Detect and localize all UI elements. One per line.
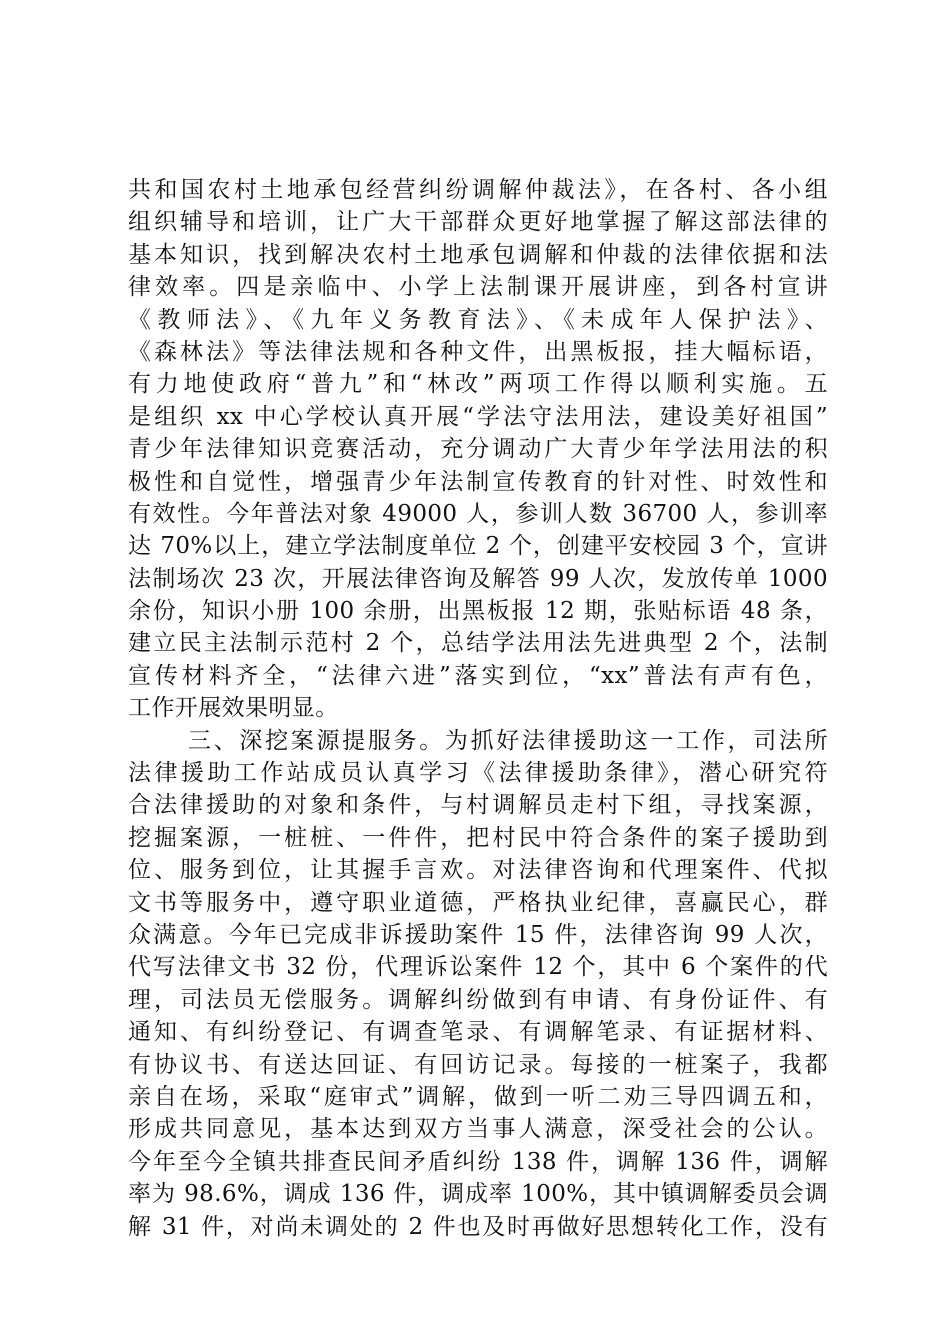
text-line: 律效率。四是亲临中、小学上法制课开展讲座，到各村宣讲 bbox=[128, 274, 828, 301]
text-line: 合法律援助的对象和条件，与村调解员走村下组，寻找案源， bbox=[128, 792, 828, 819]
text-line: 形成共同意见，基本达到双方当事人满意，深受社会的公认。 bbox=[128, 1116, 828, 1143]
text-line: 解 31 件，对尚未调处的 2 件也及时再做好思想转化工作，没有 bbox=[128, 1213, 828, 1240]
text-line: 亲自在场，采取“庭审式”调解，做到一听二劝三导四调五和， bbox=[128, 1083, 828, 1110]
text-line: 宣传材料齐全，“法律六进”落实到位，“xx”普法有声有色， bbox=[128, 662, 828, 689]
text-line: 法制场次 23 次，开展法律咨询及解答 99 人次，发放传单 1000 bbox=[128, 565, 828, 592]
text-line: 代写法律文书 32 份，代理诉讼案件 12 个，其中 6 个案件的代 bbox=[128, 954, 828, 981]
text-line: 是组织 xx 中心学校认真开展“学法守法用法，建设美好祖国” bbox=[128, 403, 828, 430]
text-line: 极性和自觉性，增强青少年法制宣传教育的针对性、时效性和 bbox=[128, 468, 828, 495]
text-line: 建立民主法制示范村 2 个，总结学法用法先进典型 2 个，法制 bbox=[128, 630, 828, 657]
text-line: 今年至今全镇共排查民间矛盾纠纷 138 件，调解 136 件，调解 bbox=[128, 1148, 828, 1175]
text-line: 《教师法》、《九年义务教育法》、《未成年人保护法》、 bbox=[128, 306, 828, 333]
text-line: 共和国农村土地承包经营纠纷调解仲裁法》，在各村、各小组 bbox=[128, 177, 828, 203]
text-line: 有力地使政府“普九”和“林改”两项工作得以顺利实施。五 bbox=[128, 371, 828, 398]
text-line: 率为 98.6%，调成 136 件，调成率 100%，其中镇调解委员会调 bbox=[128, 1181, 828, 1208]
text-line: 位、服务到位，让其握手言欢。对法律咨询和代理案件、代拟 bbox=[128, 857, 828, 884]
text-line: 余份，知识小册 100 余册，出黑板报 12 期，张贴标语 48 条， bbox=[128, 598, 828, 625]
text-line: 理，司法员无偿服务。调解纠纷做到有申请、有身份证件、有 bbox=[128, 986, 828, 1013]
text-line: 青少年法律知识竞赛活动，充分调动广大青少年学法用法的积 bbox=[128, 436, 828, 463]
text-line: 有效性。今年普法对象 49000 人，参训人数 36700 人，参训率 bbox=[128, 500, 828, 527]
text-line: 有协议书、有送达回证、有回访记录。每接的一桩案子，我都 bbox=[128, 1051, 828, 1078]
text-line: 组织辅导和培训，让广大干部群众更好地掌握了解这部法律的 bbox=[128, 209, 828, 236]
text-line: 达 70%以上，建立学法制度单位 2 个，创建平安校园 3 个，宣讲 bbox=[128, 533, 828, 560]
text-line: 众满意。今年已完成非诉援助案件 15 件，法律咨询 99 人次， bbox=[128, 921, 828, 948]
paragraph-start-line: 三、深挖案源提服务。为抓好法律援助这一工作，司法所 bbox=[188, 727, 828, 754]
paragraph-end-line: 工作开展效果明显。 bbox=[128, 695, 339, 722]
text-line: 《森林法》等法律法规和各种文件，出黑板报，挂大幅标语， bbox=[128, 338, 828, 365]
text-line: 法律援助工作站成员认真学习《法律援助条律》，潜心研究符 bbox=[128, 760, 828, 787]
text-line: 文书等服务中，遵守职业道德，严格执业纪律，喜赢民心，群 bbox=[128, 889, 828, 916]
text-line: 基本知识，找到解决农村土地承包调解和仲裁的法律依据和法 bbox=[128, 241, 828, 268]
body-text bbox=[128, 174, 828, 1243]
text-line: 挖掘案源，一桩桩、一件件，把村民中符合条件的案子援助到 bbox=[128, 824, 828, 851]
text-line: 通知、有纠纷登记、有调查笔录、有调解笔录、有证据材料、 bbox=[128, 1019, 828, 1046]
